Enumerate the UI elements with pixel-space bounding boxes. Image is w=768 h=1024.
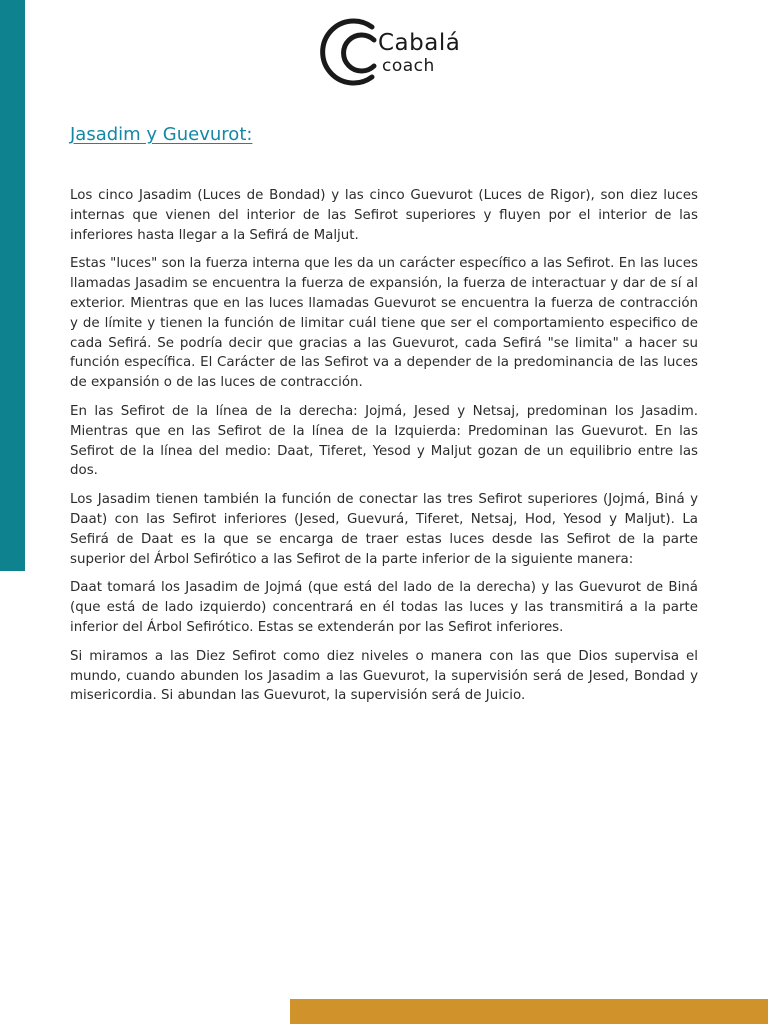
paragraph: Daat tomará los Jasadim de Jojmá (que está del lado de la derecha) y las Guevurot de Biná (que está de lado izquierdo) concentrará en él todas las luces y las transmitirá a la parte inferior del Árbol Sefirótico. Estas se extenderán por las Sefirot inferiores. (70, 580, 698, 635)
section-title: Jasadim y Guevurot: (70, 124, 253, 145)
logo-tagline: coach (382, 56, 435, 76)
footer-accent-bar (290, 999, 768, 1024)
side-accent-bar (0, 0, 25, 571)
paragraph: Si miramos a las Diez Sefirot como diez niveles o manera con las que Dios supervisa el mundo, cuando abunden los Jasadim a las Guevurot, la supervisión será de Jesed, Bondad y misericordia. Si abundan las Guevurot, la supervisión será de Juicio. (70, 648, 698, 704)
paragraph: Los cinco Jasadim (Luces de Bondad) y las cinco Guevurot (Luces de Rigor), son diez luces internas que vienen del interior de las Sefirot superiores y fluyen por el interior de las inferiores hasta llegar a la Sefirá de Maljut. (70, 188, 698, 243)
logo-wordmark: Cabalá (378, 30, 461, 56)
body-text (70, 186, 698, 715)
paragraph: En las Sefirot de la línea de la derecha: Jojmá, Jesed y Netsaj, predominan los Jasadim. Mientras que en las Sefirot de la línea de la Izquierda: Predominan las Guevurot. En las Sefirot de la línea del medio: Daat, Tiferet, Yesod y Maljut gozan de un equilibrio entre las dos. (70, 403, 698, 479)
paragraph: Los Jasadim tienen también la función de conectar las tres Sefirot superiores (Jojmá, Biná y Daat) con las Sefirot inferiores (Jesed, Guevurá, Tiferet, Netsaj, Hod, Yesod y Maljut). La Sefirá de Daat es la que se encarga de traer estas luces desde las Sefirot de la parte superior del Árbol Sefirótico a las Sefirot de la parte inferior de la siguiente manera: (70, 492, 698, 567)
brand-logo (316, 18, 461, 86)
paragraph: Estas "luces" son la fuerza interna que les da un carácter específico a las Sefirot. En las luces llamadas Jasadim se encuentra la fuerza de expansión, la fuerza de interactuar y dar de sí al exterior. Mientras que en las luces llamadas Guevurot se encuentra la fuerza de contracción y de límite y tienen la función de limitar cuál tiene que ser el comportamiento especifico de cada Sefirá. Se podría decir que gracias a las Guevurot, cada Sefirá "se limita" a hacer su función específica. El Carácter de las Sefirot va a depender de la predominancia de las luces de expansión o de las luces de contracción. (70, 256, 698, 391)
